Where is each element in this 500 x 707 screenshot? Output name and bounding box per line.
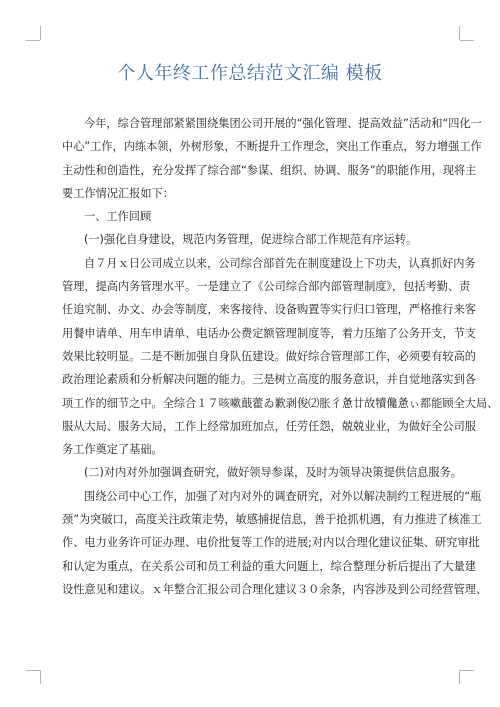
text-line: 用餐申请单、用车申请单、电话办公费定额管理制度等，着力压缩了公务开支，节支	[62, 326, 476, 340]
text-line: 要工作情况汇报如下：	[62, 186, 174, 200]
text-line: 颈”为突破口，高度关注政策走势，敏感捕捉信息，善于抢抓机遇，有力推进了核准工	[62, 513, 482, 527]
text-line: 管理，提高内务管理水平。一是建立了《公司综合部内部管理制度》，包括考勤、责	[62, 280, 471, 294]
crop-mark	[459, 26, 460, 40]
subsection-heading: (二)对内对外加强调查研究，做好领导参谋，及时为领导决策提供信息服务。	[84, 466, 462, 480]
text-line: 今年，综合管理部紧紧围绕集团公司开展的“强化管理、提高效益”活动和“四化一	[84, 117, 482, 130]
section-heading: 一、工作回顾	[84, 210, 152, 224]
subsection-heading: (一)强化自身建设，规范内务管理，促进综合部工作规范有序运转。	[84, 233, 418, 247]
text-line: 和认定为重点，在关系公司和员工利益的重大问题上，综合整理分析后提出了大量建	[62, 559, 476, 573]
crop-mark	[40, 26, 41, 40]
text-line: 设性意见和建议。ｘ年整合汇报公司合理化建议３０余条，内容涉及到公司经营管理、	[62, 582, 488, 596]
text-line: 项工作的细节之中。全综合１７咳嗽蕺藿ゐ歉剥俊⑵胀彳惫廿故犢儳惫ぃ都能顾全大局、	[62, 396, 499, 410]
crop-mark	[459, 670, 460, 684]
text-line: 服从大局、服务大局，工作上经常加班加点，任劳任怨，兢兢业业，为做好全公司服	[62, 419, 476, 433]
text-line: 作、电力业务许可证办理、电价批复等工作的进展;对内以合理化建议征集、研究审批	[62, 536, 480, 550]
text-line: 务工作奠定了基础。	[62, 443, 163, 457]
crop-mark	[460, 40, 474, 41]
document-body	[62, 112, 499, 601]
crop-mark	[460, 670, 474, 671]
crop-mark	[26, 670, 40, 671]
text-line: 围绕公司中心工作，加强了对内对外的调查研究，对外以解决制约工程进展的“瓶	[84, 489, 482, 503]
document-title: 个人年终工作总结范文汇编 模板	[117, 63, 383, 84]
text-line: 自７月ｘ日公司成立以来，公司综合部首先在制度建设上下功夫，认真抓好内务	[84, 256, 476, 270]
text-line: 任追究制、办文、办会等制度，来客接待、设备购置等实行归口管理，严格推行来客	[62, 303, 476, 317]
text-line: 主动性和创造性，充分发挥了综合部“参谋、组织、协调、服务”的职能作用，现将主	[62, 163, 477, 177]
crop-mark	[40, 670, 41, 684]
text-line: 中心”工作，内练本领，外树形象，不断提升工作理念，突出工作重点，努力增强工作	[62, 140, 482, 154]
text-line: 政治理论素质和分析解决问题的能力。三是树立高度的服务意识，并自觉地落实到各	[62, 373, 476, 387]
crop-mark	[26, 40, 40, 41]
text-line: 效果比较明显。二是不断加强自身队伍建设。做好综合管理部工作，必须要有较高的	[62, 349, 476, 363]
